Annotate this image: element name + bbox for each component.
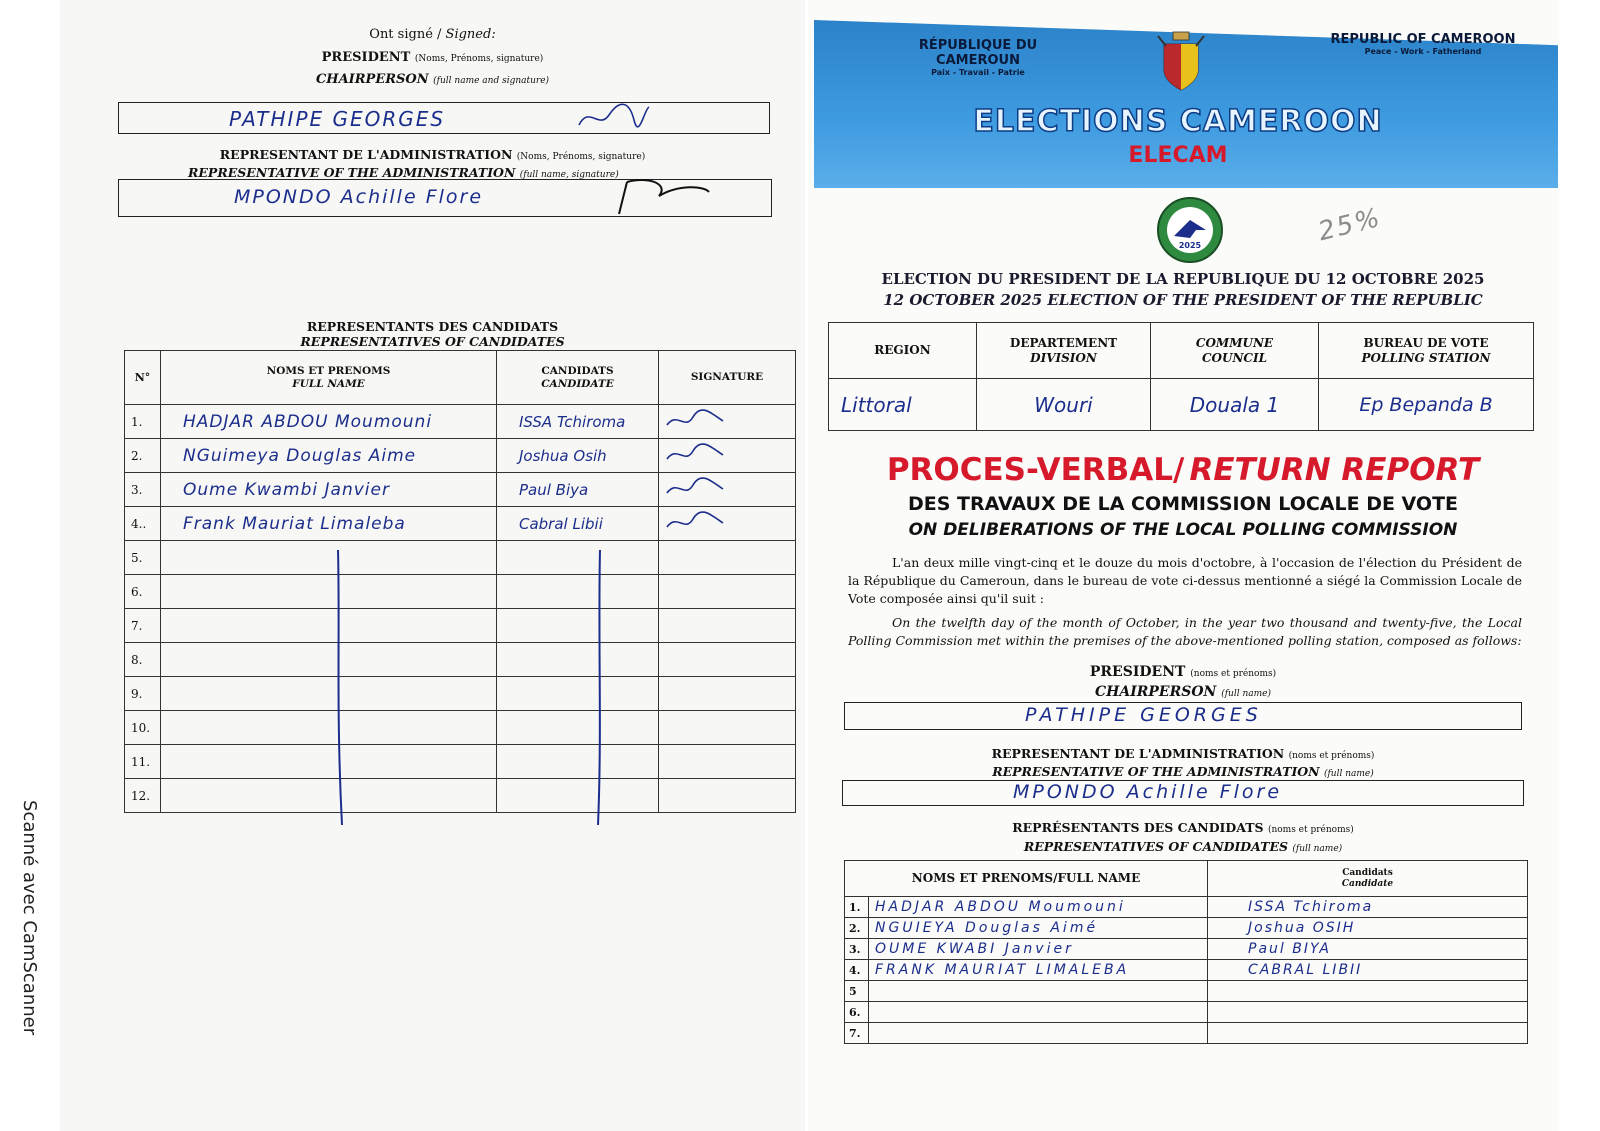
row-candidate: ISSA Tchiroma [1208,897,1528,918]
right-admin-en-sub: (full name) [1323,769,1374,779]
location-table [828,322,1534,431]
republic-en-name: REPUBLIC OF CAMEROON [1330,32,1516,47]
table-row [125,405,796,439]
right-president-name: PATHIPE GEORGES [1025,704,1262,726]
elecam-logo-text: ELECAM [1128,143,1228,168]
president-sub: (Noms, Prénoms, signature) [414,54,544,64]
right-admin-name-field [842,780,1524,806]
row-signature [659,779,796,813]
president-label [60,50,805,65]
right-page [808,0,1558,1131]
row-full-name: FRANK MAURIAT LIMALEBA [869,960,1208,981]
row-number: 10. [125,711,161,745]
row-number: 6. [125,575,161,609]
signed-fr: Ont signé / [369,27,442,42]
row-candidate: ISSA Tchiroma [497,405,659,439]
row-signature [659,575,796,609]
right-col-cand-fr: Candidats [1342,867,1393,878]
table-row [845,918,1528,939]
row-signature [659,405,796,439]
right-reps-rows [845,897,1528,1044]
row-signature [659,711,796,745]
table-row [845,1023,1528,1044]
right-president-label [808,664,1558,680]
admin-name-field [118,179,772,217]
commune-header-fr: COMMUNE [1195,336,1274,351]
row-full-name [161,575,497,609]
row-full-name: HADJAR ABDOU Moumouni [869,897,1208,918]
row-full-name [161,711,497,745]
president-signature-icon [574,95,654,135]
row-candidate [497,677,659,711]
subtitle-en: ON DELIBERATIONS OF THE LOCAL POLLING COMMISSION [908,520,1458,540]
row-signature [659,677,796,711]
row-signature [659,643,796,677]
council-header-en: COUNCIL [1201,350,1268,365]
department-value: Wouri [977,379,1151,431]
row-number: 4.. [125,507,161,541]
table-row [845,1002,1528,1023]
bureau-header [1319,323,1534,379]
right-chairperson-sub: (full name) [1221,689,1272,699]
row-candidate [497,643,659,677]
row-number: 3. [845,939,869,960]
row-signature [659,541,796,575]
right-chairperson-label-text: CHAIRPERSON [1094,684,1217,700]
right-chairperson-label [808,684,1558,700]
table-row [125,711,796,745]
division-header-en: DIVISION [1030,350,1097,365]
signed-en: Signed: [445,27,496,42]
presidential-election-seal-icon [1156,196,1224,264]
row-number: 9. [125,677,161,711]
row-candidate [497,609,659,643]
row-signature [659,439,796,473]
right-president-label-text: PRESIDENT [1089,664,1186,680]
right-col-names: NOMS ET PRENOMS/FULL NAME [845,861,1208,897]
row-full-name [161,745,497,779]
president-label-text: PRESIDENT [321,50,411,65]
row-number: 8. [125,643,161,677]
department-header-fr: DEPARTEMENT [1009,336,1118,351]
reps-title-en: REPRESENTATIVES OF CANDIDATES [300,334,565,349]
void-line-icon [330,550,350,830]
col-signature: SIGNATURE [659,351,796,405]
margin-note: 25% [1315,202,1385,248]
table-row [125,575,796,609]
row-full-name [161,609,497,643]
president-name: PATHIPE GEORGES [229,107,446,131]
row-number: 6. [845,1002,869,1023]
report-title-fr: PROCES-VERBAL/ [886,452,1185,488]
commune-value: Douala 1 [1151,379,1319,431]
row-candidate: Joshua OSIH [1208,918,1528,939]
subtitle-fr: DES TRAVAUX DE LA COMMISSION LOCALE DE VOTE [907,493,1459,515]
chairperson-label-text: CHAIRPERSON [315,72,429,87]
signed-heading [60,27,805,42]
signature-icon [659,443,729,465]
signature-icon [659,511,729,533]
row-number: 7. [125,609,161,643]
row-signature [659,507,796,541]
preamble-fr: L'an deux mille vingt-cinq et le douze du mois d'octobre, à l'occasion de l'élection du Président de la République du Cameroun, dans le bureau de vote ci-dessus mentionné a siégé la Commission Locale de Vote composée ainsi qu'il suit : [848,555,1522,607]
table-row [125,609,796,643]
department-header [977,323,1151,379]
elections-cameroon-title: ELECTIONS CAMEROON [973,104,1383,139]
row-candidate [497,779,659,813]
row-candidate [497,575,659,609]
reps-title-fr: REPRESENTANTS DES CANDIDATS [306,319,559,334]
row-number: 7. [845,1023,869,1044]
president-name-field [118,102,770,134]
table-row [845,981,1528,1002]
row-candidate [497,711,659,745]
row-number: 3. [125,473,161,507]
row-number: 2. [125,439,161,473]
row-full-name [161,643,497,677]
row-full-name [161,779,497,813]
row-candidate: Paul Biya [497,473,659,507]
row-number: 5. [125,541,161,575]
row-full-name: OUME KWABI Janvier [869,939,1208,960]
table-row [845,960,1528,981]
row-number: 12. [125,779,161,813]
row-full-name: NGuimeya Douglas Aime [161,439,497,473]
camscanner-watermark: Scanné avec CamScanner [19,800,40,1036]
republic-fr-name: RÉPUBLIQUE DU CAMEROUN [918,38,1038,68]
admin-sub: (Noms, Prénoms, signature) [516,152,646,162]
row-candidate: CABRAL LIBII [1208,960,1528,981]
row-candidate: Paul BIYA [1208,939,1528,960]
table-row [125,779,796,813]
chairperson-label [60,72,805,87]
row-candidate [1208,1023,1528,1044]
polling-station-value: Ep Bepanda B [1319,379,1534,431]
right-reps-table [844,860,1528,1044]
admin-en-sub: (full name, signature) [519,170,619,180]
col-candidates-en: CANDIDATE [541,377,614,390]
signature-icon [659,409,729,431]
candidates-rep-rows [125,405,796,813]
table-row [125,439,796,473]
preamble-en: On the twelfth day of the month of October, in the year two thousand and twenty-five, the Local Polling Commission met within the premises of the above-mentioned polling station, composed as follows: [848,615,1522,649]
row-full-name [161,541,497,575]
republic-fr [878,38,1078,77]
signature-icon [659,477,729,499]
seal-year: 2025 [1178,241,1202,250]
row-number: 1. [125,405,161,439]
candidates-rep-table [124,350,796,813]
col-candidates [497,351,659,405]
right-admin-sub: (noms et prénoms) [1288,751,1375,761]
row-candidate [1208,981,1528,1002]
row-full-name: Oume Kwambi Janvier [161,473,497,507]
right-president-sub: (noms et prénoms) [1190,669,1277,679]
republic-en-motto: Peace - Work - Fatherland [1364,47,1482,56]
col-names-en: FULL NAME [292,377,365,390]
right-reps-label-text: REPRÉSENTANTS DES CANDIDATS [1012,820,1264,835]
row-number: 11. [125,745,161,779]
election-title-en: 12 OCTOBER 2025 ELECTION OF THE PRESIDENT OF THE REPUBLIC [883,291,1483,309]
row-candidate [497,541,659,575]
table-row [125,473,796,507]
table-row [125,677,796,711]
row-full-name [869,1002,1208,1023]
right-admin-name: MPONDO Achille Flore [1013,781,1283,803]
table-row [125,643,796,677]
right-admin-label-text: REPRESENTANT DE L'ADMINISTRATION [991,746,1285,761]
row-full-name [161,677,497,711]
region-value: Littoral [829,379,977,431]
col-names [161,351,497,405]
right-admin-en-label-text: REPRESENTATIVE OF THE ADMINISTRATION [992,764,1320,779]
right-reps-en-sub: (full name) [1292,844,1343,854]
left-page [60,0,805,1131]
right-col-cand-en: Candidate [1341,878,1394,889]
admin-label [60,147,805,162]
report-title-en: RETURN REPORT [1189,452,1480,488]
col-candidates-fr: CANDIDATS [541,364,614,377]
row-full-name: HADJAR ABDOU Moumouni [161,405,497,439]
admin-label-text: REPRESENTANT DE L'ADMINISTRATION [219,147,513,162]
row-full-name [869,981,1208,1002]
col-names-fr: NOMS ET PRENOMS [266,364,391,377]
col-num: N° [125,351,161,405]
row-candidate [1208,1002,1528,1023]
row-candidate: Joshua Osih [497,439,659,473]
bureau-header-fr: BUREAU DE VOTE [1363,336,1489,351]
row-number: 5 [845,981,869,1002]
report-title [808,452,1558,488]
row-number: 2. [845,918,869,939]
republic-en [1323,32,1523,56]
table-row [845,939,1528,960]
admin-en-label-text: REPRESENTATIVE OF THE ADMINISTRATION [188,165,516,180]
reps-title [60,319,805,349]
table-row [125,541,796,575]
void-line-icon [590,550,610,830]
right-admin-label [808,746,1558,761]
row-full-name [869,1023,1208,1044]
right-admin-en-label [808,764,1558,779]
right-president-name-field [844,702,1522,730]
republic-fr-motto: Paix - Travail - Patrie [931,68,1025,77]
table-row [125,507,796,541]
chairperson-sub: (full name and signature) [433,76,550,86]
region-header: REGION [829,323,977,379]
row-candidate: Cabral Libii [497,507,659,541]
right-reps-en-label-text: REPRESENTATIVES OF CANDIDATES [1023,839,1289,854]
row-full-name: NGUIEYA Douglas Aimé [869,918,1208,939]
station-header-en: POLLING STATION [1361,350,1491,365]
admin-signature-icon [609,174,719,218]
row-signature [659,745,796,779]
coat-of-arms-icon [1156,30,1206,94]
scan-margin [0,0,60,1131]
row-signature [659,609,796,643]
row-number: 4. [845,960,869,981]
commune-header [1151,323,1319,379]
table-row [125,745,796,779]
admin-name: MPONDO Achille Flore [234,186,484,208]
row-signature [659,473,796,507]
right-reps-label [808,820,1558,835]
row-candidate [497,745,659,779]
right-reps-sub: (noms et prénoms) [1267,825,1354,835]
table-row [845,897,1528,918]
admin-en-label [188,165,619,180]
right-col-candidates [1208,861,1528,897]
right-reps-en-label [808,839,1558,854]
election-title-fr: ELECTION DU PRESIDENT DE LA REPUBLIQUE DU 12 OCTOBRE 2025 [881,270,1485,288]
row-number: 1. [845,897,869,918]
row-full-name: Frank Mauriat Limaleba [161,507,497,541]
